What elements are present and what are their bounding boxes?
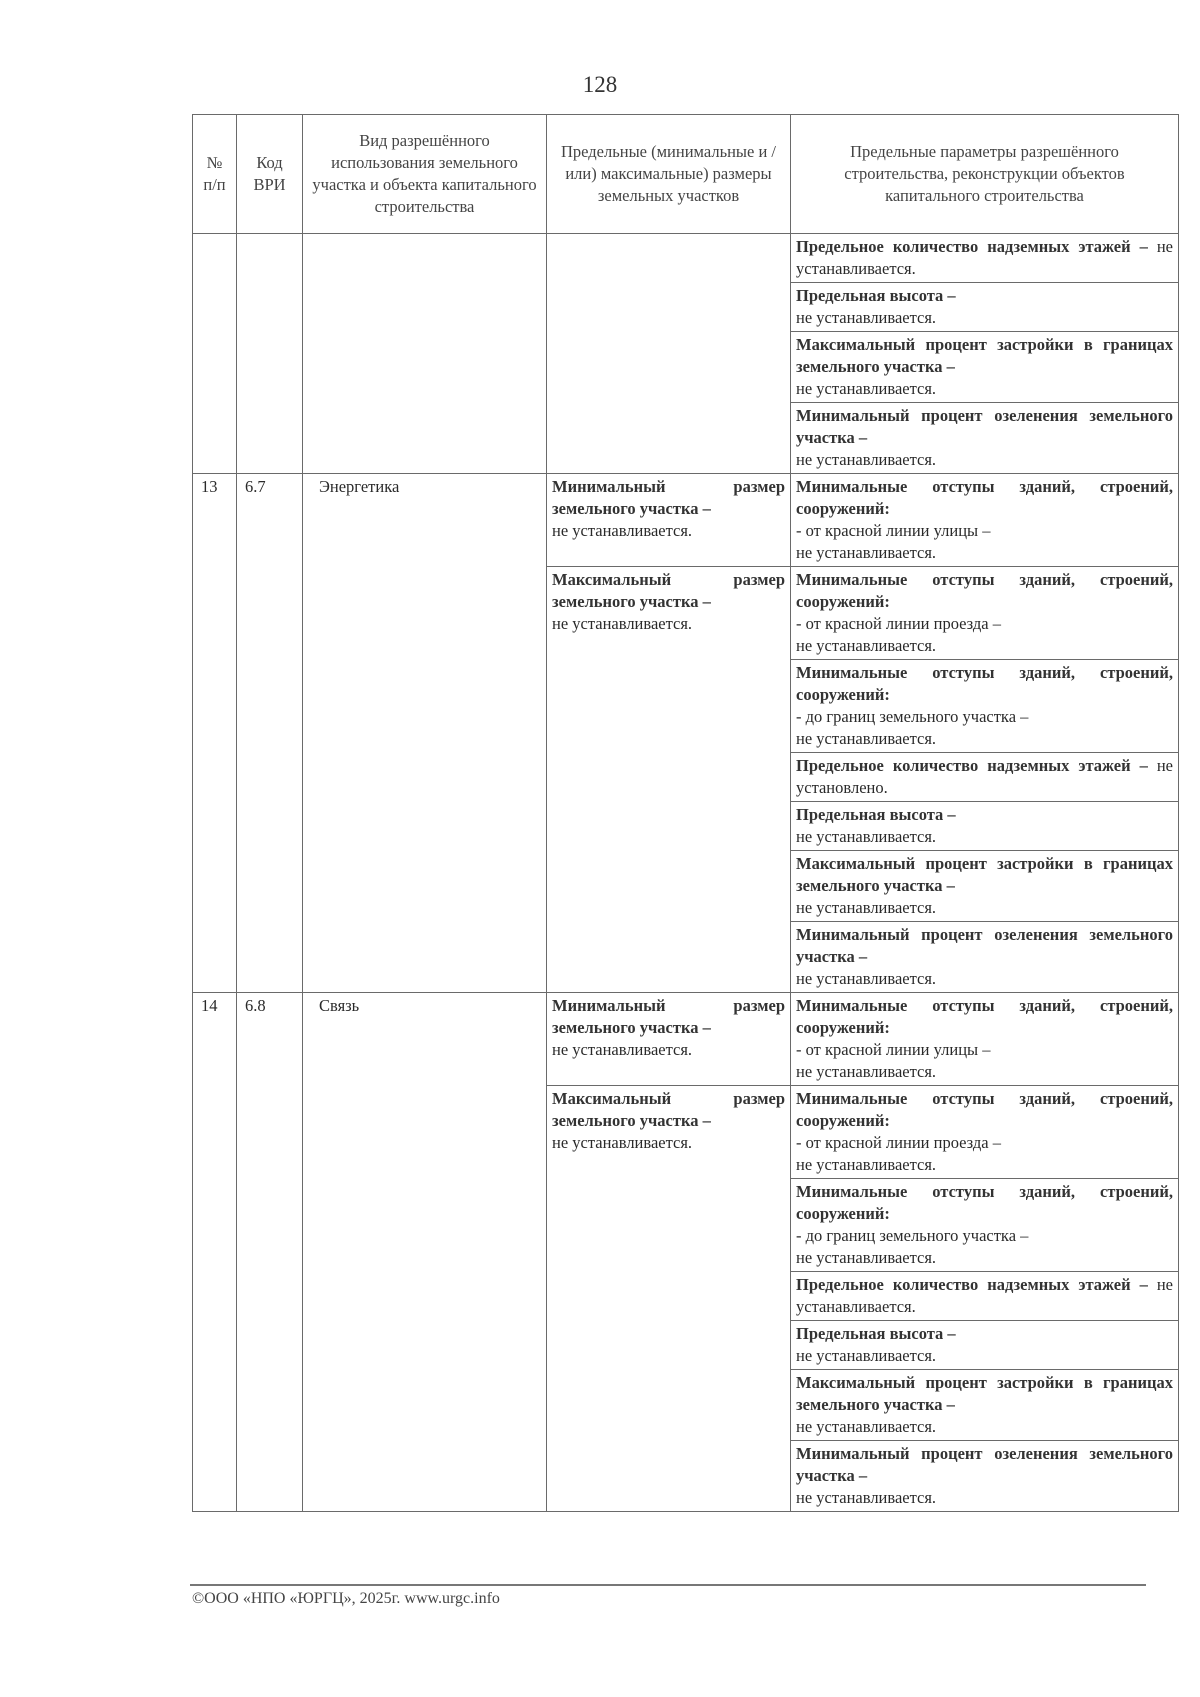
header-sizes: Предельные (минимальные и /или) максимальные) размеры земельных участков — [547, 115, 791, 234]
param-cell: Предельная высота – не устанавливается. — [791, 802, 1179, 851]
param-cell: Минимальные отступы зданий, строений, сооружений: - до границ земельного участка – не устанавливается. — [791, 660, 1179, 753]
cell-num: 13 — [193, 474, 237, 993]
header-type: Вид разрешённого использования земельного участка и объекта капитального строительства — [303, 115, 547, 234]
table-row — [193, 474, 1179, 567]
header-params: Предельные параметры разрешённого строительства, реконструкции объектов капитального строительства — [791, 115, 1179, 234]
max-size-cell: Максимальный размер земельного участка – не устанавливается. — [547, 567, 791, 993]
footer-copyright: ©ООО «НПО «ЮРГЦ», 2025г. www.urgc.info — [192, 1590, 500, 1607]
param-cell: Предельное количество надземных этажей – не устанавливается. — [791, 1272, 1179, 1321]
table-row — [193, 993, 1179, 1086]
param-cell: Предельная высота – не устанавливается. — [791, 1321, 1179, 1370]
table-header-row — [193, 115, 1179, 234]
param-cell: Предельное количество надземных этажей – не устанавливается. — [791, 234, 1179, 283]
header-num: № п/п — [193, 115, 237, 234]
footer-divider — [190, 1584, 1146, 1586]
min-size-cell: Минимальный размер земельного участка – не устанавливается. — [547, 474, 791, 567]
max-size-cell: Максимальный размер земельного участка – не устанавливается. — [547, 1086, 791, 1512]
param-cell: Минимальные отступы зданий, строений, сооружений: - от красной линии улицы – не устанавливается. — [791, 993, 1179, 1086]
table-row — [193, 234, 1179, 283]
cell-num — [193, 234, 237, 474]
cell-type — [303, 234, 547, 474]
cell-code: 6.8 — [237, 993, 303, 1512]
page-number: 128 — [582, 72, 618, 97]
min-size-cell: Минимальный размер земельного участка – не устанавливается. — [547, 993, 791, 1086]
header-code: Код ВРИ — [237, 115, 303, 234]
param-cell: Предельная высота – не устанавливается. — [791, 283, 1179, 332]
cell-num: 14 — [193, 993, 237, 1512]
param-cell: Минимальный процент озеленения земельного участка – не устанавливается. — [791, 922, 1179, 993]
param-cell: Максимальный процент застройки в границах земельного участка – не устанавливается. — [791, 1370, 1179, 1441]
cell-sizes — [547, 234, 791, 474]
cell-code — [237, 234, 303, 474]
param-cell: Минимальные отступы зданий, строений, сооружений: - до границ земельного участка – не устанавливается. — [791, 1179, 1179, 1272]
param-cell: Минимальные отступы зданий, строений, сооружений: - от красной линии проезда – не устанавливается. — [791, 567, 1179, 660]
param-cell: Минимальные отступы зданий, строений, сооружений: - от красной линии проезда – не устанавливается. — [791, 1086, 1179, 1179]
param-cell: Минимальные отступы зданий, строений, сооружений: - от красной линии улицы – не устанавливается. — [791, 474, 1179, 567]
param-cell: Минимальный процент озеленения земельного участка – не устанавливается. — [791, 1441, 1179, 1512]
cell-type: Энергетика — [303, 474, 547, 993]
param-cell: Максимальный процент застройки в границах земельного участка – не устанавливается. — [791, 332, 1179, 403]
param-cell: Максимальный процент застройки в границах земельного участка – не устанавливается. — [791, 851, 1179, 922]
land-use-table — [192, 114, 1179, 1512]
param-cell: Предельное количество надземных этажей – не установлено. — [791, 753, 1179, 802]
cell-type: Связь — [303, 993, 547, 1512]
cell-code: 6.7 — [237, 474, 303, 993]
param-cell: Минимальный процент озеленения земельного участка – не устанавливается. — [791, 403, 1179, 474]
